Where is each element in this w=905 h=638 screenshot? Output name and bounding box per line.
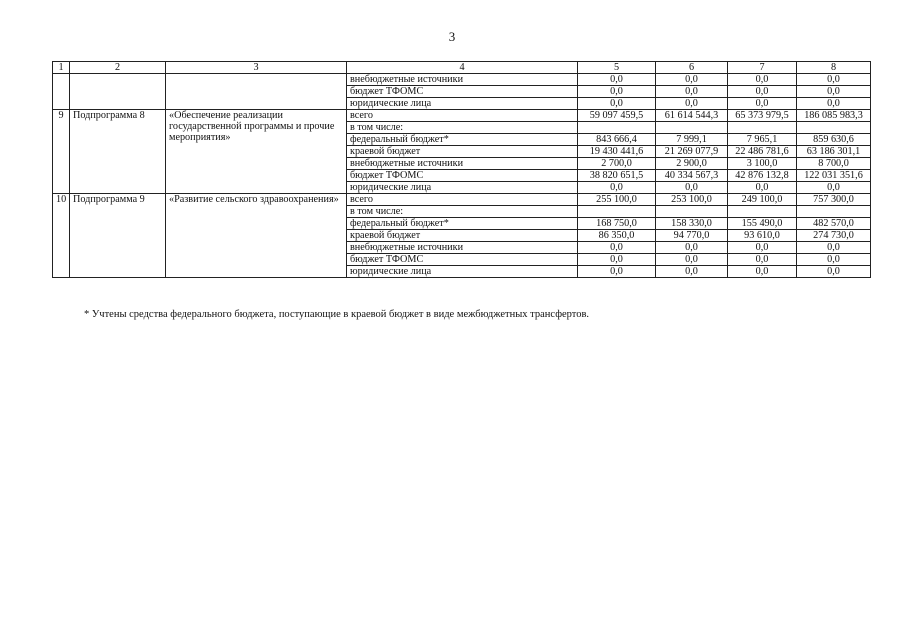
source-label: юридические лица <box>347 98 578 110</box>
subprogram-description: «Обеспечение реализации государственной программы и прочие мероприятия» <box>166 110 347 194</box>
value-cell: 0,0 <box>797 98 871 110</box>
value-cell: 0,0 <box>797 74 871 86</box>
value-cell: 0,0 <box>728 254 797 266</box>
value-cell <box>656 122 728 134</box>
value-cell: 122 031 351,6 <box>797 170 871 182</box>
value-cell: 186 085 983,3 <box>797 110 871 122</box>
source-label: бюджет ТФОМС <box>347 170 578 182</box>
value-cell: 253 100,0 <box>656 194 728 206</box>
value-cell: 94 770,0 <box>656 230 728 242</box>
value-cell: 0,0 <box>578 74 656 86</box>
value-cell: 859 630,6 <box>797 134 871 146</box>
value-cell: 21 269 077,9 <box>656 146 728 158</box>
source-label: бюджет ТФОМС <box>347 254 578 266</box>
source-label: бюджет ТФОМС <box>347 86 578 98</box>
footnote: * Учтены средства федерального бюджета, поступающие в краевой бюджет в виде межбюджетных трансфертов. <box>84 309 590 320</box>
source-label: федеральный бюджет* <box>347 218 578 230</box>
value-cell: 7 965,1 <box>728 134 797 146</box>
value-cell: 0,0 <box>797 182 871 194</box>
value-cell: 0,0 <box>656 74 728 86</box>
header-cell: 2 <box>70 62 166 74</box>
value-cell: 0,0 <box>728 98 797 110</box>
number-cell <box>53 74 70 110</box>
description-cell <box>166 74 347 110</box>
source-label: юридические лица <box>347 182 578 194</box>
value-cell: 0,0 <box>578 86 656 98</box>
subprogram-name: Подпрограмма 9 <box>70 194 166 278</box>
source-label: краевой бюджет <box>347 146 578 158</box>
header-cell: 3 <box>166 62 347 74</box>
value-cell <box>797 122 871 134</box>
subprogram-name: Подпрограмма 8 <box>70 110 166 194</box>
value-cell: 22 486 781,6 <box>728 146 797 158</box>
header-cell: 7 <box>728 62 797 74</box>
subprogram-name-cell <box>70 74 166 110</box>
header-row <box>53 62 871 74</box>
value-cell <box>656 206 728 218</box>
value-cell: 0,0 <box>728 74 797 86</box>
value-cell: 0,0 <box>578 242 656 254</box>
value-cell: 274 730,0 <box>797 230 871 242</box>
value-cell: 0,0 <box>728 266 797 278</box>
value-cell: 7 999,1 <box>656 134 728 146</box>
header-cell: 6 <box>656 62 728 74</box>
source-label: краевой бюджет <box>347 230 578 242</box>
value-cell: 0,0 <box>656 98 728 110</box>
value-cell: 3 100,0 <box>728 158 797 170</box>
value-cell <box>578 206 656 218</box>
value-cell: 8 700,0 <box>797 158 871 170</box>
source-label: юридические лица <box>347 266 578 278</box>
source-label: внебюджетные источники <box>347 242 578 254</box>
value-cell: 255 100,0 <box>578 194 656 206</box>
value-cell: 0,0 <box>578 182 656 194</box>
value-cell <box>728 206 797 218</box>
value-cell: 0,0 <box>797 266 871 278</box>
value-cell: 61 614 544,3 <box>656 110 728 122</box>
value-cell: 0,0 <box>797 254 871 266</box>
value-cell: 0,0 <box>728 182 797 194</box>
value-cell: 158 330,0 <box>656 218 728 230</box>
subprogram-number: 10 <box>53 194 70 278</box>
source-label: внебюджетные источники <box>347 158 578 170</box>
value-cell: 0,0 <box>728 242 797 254</box>
subprogram-description: «Развитие сельского здравоохранения» <box>166 194 347 278</box>
value-cell: 0,0 <box>578 266 656 278</box>
value-cell: 0,0 <box>728 86 797 98</box>
source-label: федеральный бюджет* <box>347 134 578 146</box>
value-cell: 59 097 459,5 <box>578 110 656 122</box>
value-cell: 0,0 <box>656 86 728 98</box>
header-cell: 1 <box>53 62 70 74</box>
value-cell: 168 750,0 <box>578 218 656 230</box>
value-cell: 0,0 <box>578 254 656 266</box>
value-cell: 757 300,0 <box>797 194 871 206</box>
value-cell <box>578 122 656 134</box>
table-row <box>53 194 871 206</box>
value-cell: 42 876 132,8 <box>728 170 797 182</box>
table-row <box>53 110 871 122</box>
value-cell: 0,0 <box>797 86 871 98</box>
header-cell: 5 <box>578 62 656 74</box>
page-number: 3 <box>448 29 456 44</box>
header-cell: 8 <box>797 62 871 74</box>
source-label: внебюджетные источники <box>347 74 578 86</box>
value-cell: 0,0 <box>656 254 728 266</box>
source-label: всего <box>347 194 578 206</box>
value-cell: 155 490,0 <box>728 218 797 230</box>
budget-table <box>52 61 871 278</box>
value-cell: 249 100,0 <box>728 194 797 206</box>
value-cell: 93 610,0 <box>728 230 797 242</box>
value-cell: 0,0 <box>578 98 656 110</box>
value-cell: 38 820 651,5 <box>578 170 656 182</box>
value-cell: 63 186 301,1 <box>797 146 871 158</box>
value-cell: 482 570,0 <box>797 218 871 230</box>
value-cell: 2 900,0 <box>656 158 728 170</box>
source-label: в том числе: <box>347 206 578 218</box>
value-cell: 19 430 441,6 <box>578 146 656 158</box>
value-cell: 2 700,0 <box>578 158 656 170</box>
value-cell <box>728 122 797 134</box>
subprogram-number: 9 <box>53 110 70 194</box>
value-cell: 86 350,0 <box>578 230 656 242</box>
value-cell <box>797 206 871 218</box>
value-cell: 65 373 979,5 <box>728 110 797 122</box>
value-cell: 843 666,4 <box>578 134 656 146</box>
value-cell: 0,0 <box>797 242 871 254</box>
value-cell: 0,0 <box>656 266 728 278</box>
source-label: в том числе: <box>347 122 578 134</box>
source-label: всего <box>347 110 578 122</box>
value-cell: 0,0 <box>656 242 728 254</box>
value-cell: 40 334 567,3 <box>656 170 728 182</box>
table-row <box>53 74 871 86</box>
value-cell: 0,0 <box>656 182 728 194</box>
header-cell: 4 <box>347 62 578 74</box>
